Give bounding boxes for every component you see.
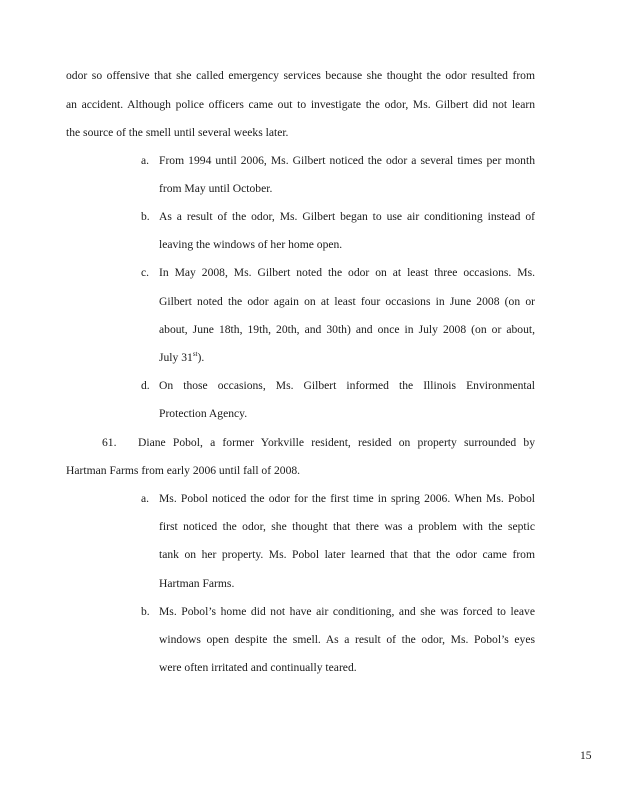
page-number: 15 <box>580 749 592 762</box>
list-marker: a. <box>141 154 150 167</box>
list-item-line: Ms. Pobol’s home did not have air conditioning, and she was forced to leave <box>159 605 535 618</box>
list-item-line: tank on her property. Ms. Pobol later learned that that the odor came from <box>159 548 535 561</box>
list-item-line <box>159 351 204 365</box>
list-item-line: Gilbert noted the odor again on at least four occasions in June 2008 (on or <box>159 295 535 308</box>
list-item-line: first noticed the odor, she thought that there was a problem with the septic <box>159 520 535 533</box>
paragraph-number: 61. <box>102 436 117 449</box>
list-item-line: Ms. Pobol noticed the odor for the first time in spring 2006. When Ms. Pobol <box>159 492 535 505</box>
body-line: an accident. Although police officers came out to investigate the odor, Ms. Gilbert did not learn <box>66 98 535 111</box>
list-marker: a. <box>141 492 150 505</box>
ordinal-superscript: st <box>192 350 198 358</box>
list-item-line: windows open despite the smell. As a result of the odor, Ms. Pobol’s eyes <box>159 633 535 646</box>
body-line: Diane Pobol, a former Yorkville resident, resided on property surrounded by <box>138 436 535 449</box>
list-item-line: On those occasions, Ms. Gilbert informed the Illinois Environmental <box>159 379 535 392</box>
body-line: the source of the smell until several weeks later. <box>66 126 289 139</box>
closing-text: ). <box>197 351 205 364</box>
list-item-line: In May 2008, Ms. Gilbert noted the odor on at least three occasions. Ms. <box>159 266 535 279</box>
list-item-line: about, June 18th, 19th, 20th, and 30th) and once in July 2008 (on or about, <box>159 323 535 336</box>
list-marker: b. <box>141 605 150 618</box>
list-item-line: Hartman Farms. <box>159 577 235 590</box>
list-item-line: As a result of the odor, Ms. Gilbert began to use air conditioning instead of <box>159 210 535 223</box>
list-item-line: Protection Agency. <box>159 407 248 420</box>
list-item-line: From 1994 until 2006, Ms. Gilbert noticed the odor a several times per month <box>159 154 535 167</box>
list-item-line: from May until October. <box>159 182 273 195</box>
list-item-line: were often irritated and continually teared. <box>159 661 357 674</box>
list-marker: b. <box>141 210 150 223</box>
list-marker: c. <box>141 266 150 279</box>
date-text: July 31 <box>159 351 193 364</box>
list-item-line: leaving the windows of her home open. <box>159 238 343 251</box>
body-line: Hartman Farms from early 2006 until fall of 2008. <box>66 464 301 477</box>
list-marker: d. <box>141 379 150 392</box>
body-line: odor so offensive that she called emergency services because she thought the odor resulted from <box>66 69 535 82</box>
